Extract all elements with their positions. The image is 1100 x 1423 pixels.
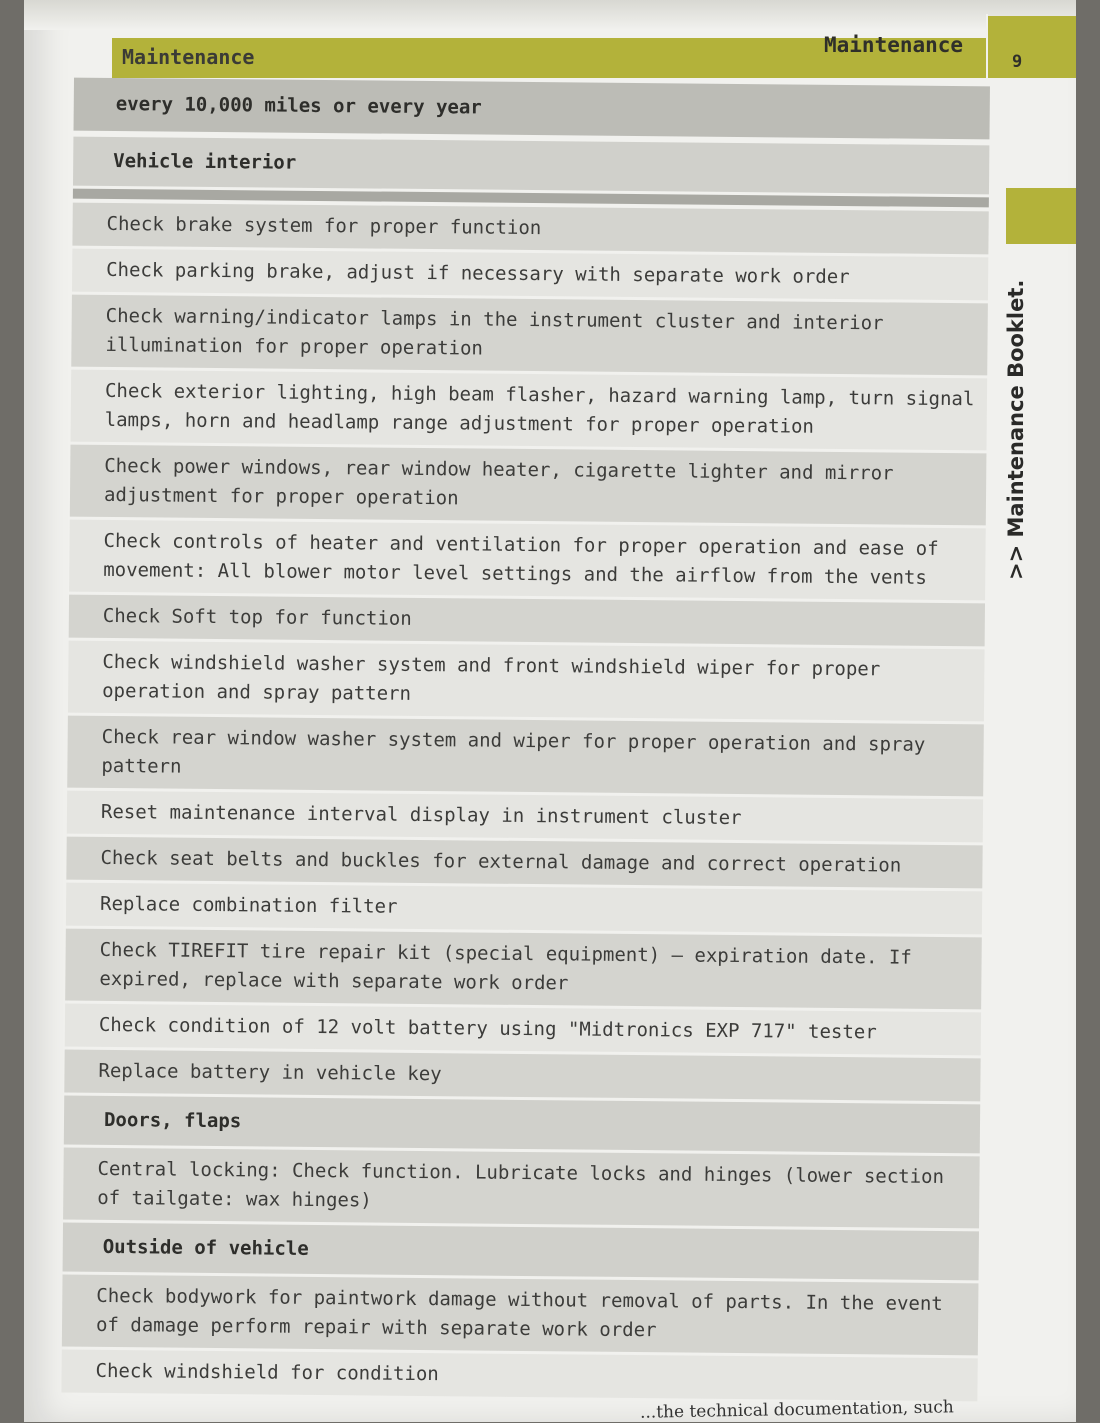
table-row: Check Soft top for function: [69, 595, 985, 647]
table-row: Check warning/indicator lamps in the instrument cluster and interior illumination for proper operation: [71, 295, 988, 376]
table-row: Check parking brake, adjust if necessary with separate work order: [72, 249, 988, 301]
table-row: Check power windows, rear window heater, cigarette lighter and mirror adjustment for proper operation: [70, 445, 987, 526]
table-row: Check TIREFIT tire repair kit (special equipment) – expiration date. If expired, replace with separate work order: [65, 929, 982, 1010]
table-row: Check seat belts and buckles for external damage and correct operation: [66, 837, 982, 889]
footer-text-fragment: ...the technical documentation, such: [639, 1397, 954, 1423]
table-row: Check exterior lighting, high beam flasher, hazard warning lamp, turn signal lamps, horn and headlamp range adjustment for proper operation: [71, 370, 988, 451]
page-top-shade: [24, 0, 1076, 30]
section-heading-outside-vehicle: Outside of vehicle: [63, 1223, 979, 1281]
interval-heading: every 10,000 miles or every year: [74, 78, 990, 140]
header-divider: [986, 14, 988, 80]
table-row: Check windshield for condition: [61, 1350, 977, 1402]
header-band-right: [988, 16, 1076, 78]
header-right-title: Maintenance: [824, 33, 964, 57]
table-row: Check rear window washer system and wiper for proper operation and spray pattern: [67, 716, 984, 797]
table-row: Check bodywork for paintwork damage without removal of parts. In the event of damage perform repair with separate work order: [62, 1275, 979, 1356]
side-tab-marker: [1006, 188, 1076, 244]
table-row: Replace combination filter: [66, 883, 982, 935]
side-tab-label: >> Maintenance Booklet.: [1004, 279, 1028, 580]
section-heading-doors-flaps: Doors, flaps: [64, 1096, 980, 1154]
table-row: Central locking: Check function. Lubricate locks and hinges (lower section of tailgate: wax hinges): [63, 1148, 980, 1229]
section-heading-vehicle-interior: Vehicle interior: [73, 137, 989, 195]
header-left-title: Maintenance: [122, 45, 255, 69]
maintenance-table: [61, 78, 990, 1405]
table-row: Check condition of 12 volt battery using "Midtronics EXP 717" tester: [65, 1004, 981, 1056]
table-row: Reset maintenance interval display in instrument cluster: [67, 791, 983, 843]
table-row: Replace battery in vehicle key: [64, 1050, 980, 1102]
table-row: Check brake system for proper function: [72, 203, 988, 255]
table-row: Check controls of heater and ventilation for proper operation and ease of movement: All blower motor level settings and the airflow from the vents: [69, 520, 986, 601]
table-row: Check windshield washer system and front windshield wiper for proper operation and spray pattern: [68, 641, 985, 722]
page-number: 9: [1012, 52, 1023, 72]
